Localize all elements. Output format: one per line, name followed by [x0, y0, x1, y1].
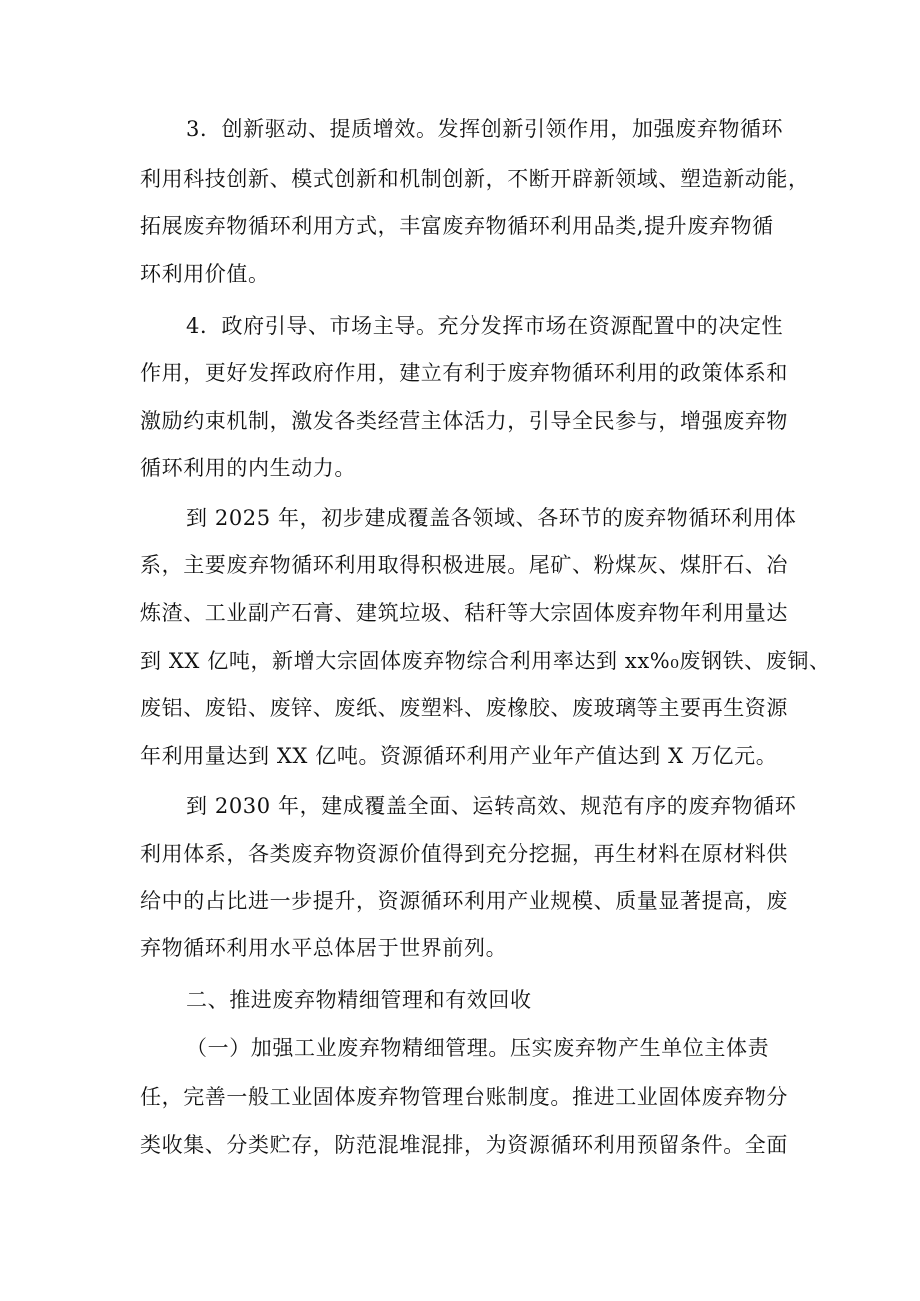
paragraph-2025-line-2: 系，主要废弃物循环利用取得积极进展。尾矿、粉煤灰、煤肝石、冶 [140, 553, 788, 577]
paragraph-2025-line-4: 到 XX 亿吨，新增大宗固体废弃物综合利用率达到 xx%₀废钢铁、废铜、 [140, 649, 831, 673]
paragraph-3-line-3: 拓展废弃物循环利用方式，丰富废弃物循环利用品类,提升废弃物循 [140, 214, 774, 238]
paragraph-2025-line-1: 到 2025 年，初步建成覆盖各领域、各环节的废弃物循环利用体 [186, 506, 797, 530]
subsection-1-line-2: 任，完善一般工业固体废弃物管理台账制度。推进工业固体废弃物分 [140, 1085, 788, 1109]
paragraph-2025-line-5: 废铝、废铅、废锌、废纸、废塑料、废橡胶、废玻璃等主要再生资源 [140, 696, 788, 720]
paragraph-4-line-2: 作用，更好发挥政府作用，建立有利于废弃物循环利用的政策体系和 [140, 361, 788, 385]
subsection-1-line-1: （一）加强工业废弃物精细管理。压实废弃物产生单位主体责 [186, 1036, 770, 1060]
paragraph-3-line-4: 环利用价值。 [140, 262, 270, 286]
section-heading: 二、推进废弃物精细管理和有效回收 [186, 988, 532, 1012]
paragraph-2030-line-4: 弃物循环利用水平总体居于世界前列。 [140, 936, 508, 960]
paragraph-4-line-3: 激励约束机制，激发各类经营主体活力，引导全民参与，增强废弃物 [140, 409, 788, 433]
paragraph-2025-line-6: 年利用量达到 XX 亿吨。资源循环利用产业年产值达到 X 万亿元。 [140, 744, 778, 768]
paragraph-2030-line-2: 利用体系，各类废弃物资源价值得到充分挖掘，再生材料在原材料供 [140, 842, 788, 866]
subsection-1-line-3: 类收集、分类贮存，防范混堆混排，为资源循环利用预留条件。全面 [140, 1133, 788, 1157]
paragraph-4-line-4: 循环利用的内生动力。 [140, 456, 356, 480]
paragraph-2030-line-1: 到 2030 年，建成覆盖全面、运转高效、规范有序的废弃物循环 [186, 794, 797, 818]
paragraph-3-line-2: 利用科技创新、模式创新和机制创新，不断开辟新领域、塑造新动能， [140, 167, 810, 191]
paragraph-2030-line-3: 给中的占比进一步提升，资源循环利用产业规模、质量显著提高，废 [140, 889, 788, 913]
paragraph-3-line-1: 3．创新驱动、提质增效。发挥创新引领作用，加强废弃物循环 [186, 117, 784, 141]
paragraph-4-line-1: 4．政府引导、市场主导。充分发挥市场在资源配置中的决定性 [186, 314, 784, 338]
paragraph-2025-line-3: 炼渣、工业副产石膏、建筑垃圾、秸秆等大宗固体废弃物年利用量达 [140, 601, 788, 625]
